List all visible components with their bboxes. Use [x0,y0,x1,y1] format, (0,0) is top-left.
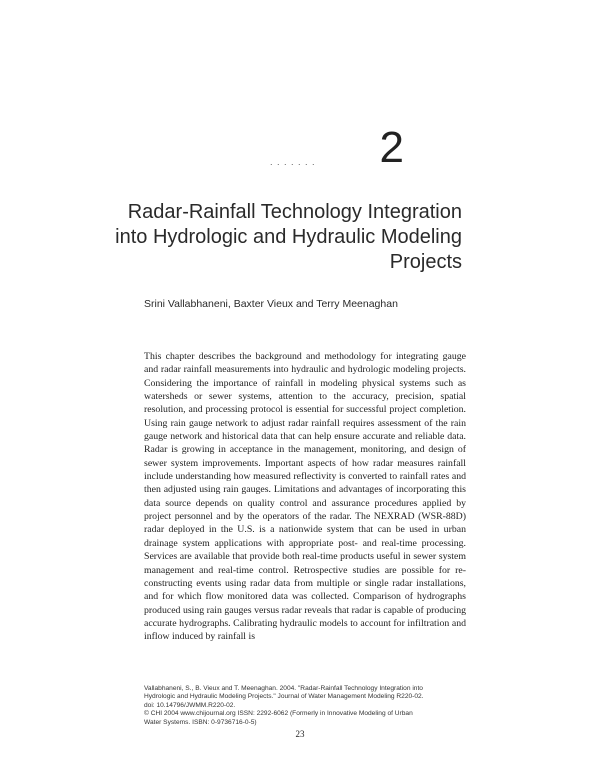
footnote-line: © CHI 2004 www.chijournal.org ISSN: 2292-6062 (Formerly in Innovative Modeling of Urban [144,710,413,718]
footnote-line: doi: 10.14796/JWMM.R220-02. [144,701,236,709]
footnote-line: Vallabhaneni, S., B. Vieux and T. Meenaghan. 2004. "Radar-Rainfall Technology Integration into [144,685,423,692]
footnote-line: Hydrologic and Hydraulic Modeling Projects." Journal of Water Management Modeling R220-02. [144,693,424,701]
page-number: 23 [295,729,305,739]
chapter-dots: . . . . . . . [270,157,316,167]
footnote [144,685,466,727]
chapter-number: 2 [379,123,404,172]
body-paragraph: This chapter describes the background and methodology for integrating gauge and radar rainfall measurements into hydraulic and hydrologic modeling projects. Considering the importance of rainfall in modeling physical systems such as watersheds or sewer systems, attention to the accuracy, precision, spatial resolution, and processing protocol is essential for successful project completion. Using rain gauge network to adjust radar rainfall requires assessment of the rain gauge network and historical data that can help ensure accurate and reliable data. Radar is growing in acceptance in the management, monitoring, and design of sewer system improvements. Important aspects of how radar measures rainfall include understanding how measured reflectivity is converted to rainfall rates and then adjusted using rain gauges. Limitations and advantages of incorporating this data source depends on quality control and assurance procedures applied by project personnel and by the operators of the radar. The NEXRAD (WSR-88D) radar deployed in the U.S. is a nationwide system that can be used in urban drainage system applications with appropriate post- and real-time processing. Services are available that provide both real-time products useful in sewer system management and real-time control. Retrospective studies are possible for re-constructing events using radar data from multiple or single radar installations, and for which flow monitored data was collected. Comparison of hydrographs produced using rain gauges versus radar reveals that radar is capable of producing accurate hydrographs. Calibrating hydraulic models to account for infiltration and inflow induced by rainfall is [144,351,466,643]
footnote-line: Water Systems. ISBN: 0-9736716-0-5) [144,718,257,726]
chapter-title: Radar-Rainfall Technology Integration into Hydrologic and Hydraulic Modeling Projects [115,201,462,273]
authors: Srini Vallabhaneni, Baxter Vieux and Terry Meenaghan [144,298,398,310]
